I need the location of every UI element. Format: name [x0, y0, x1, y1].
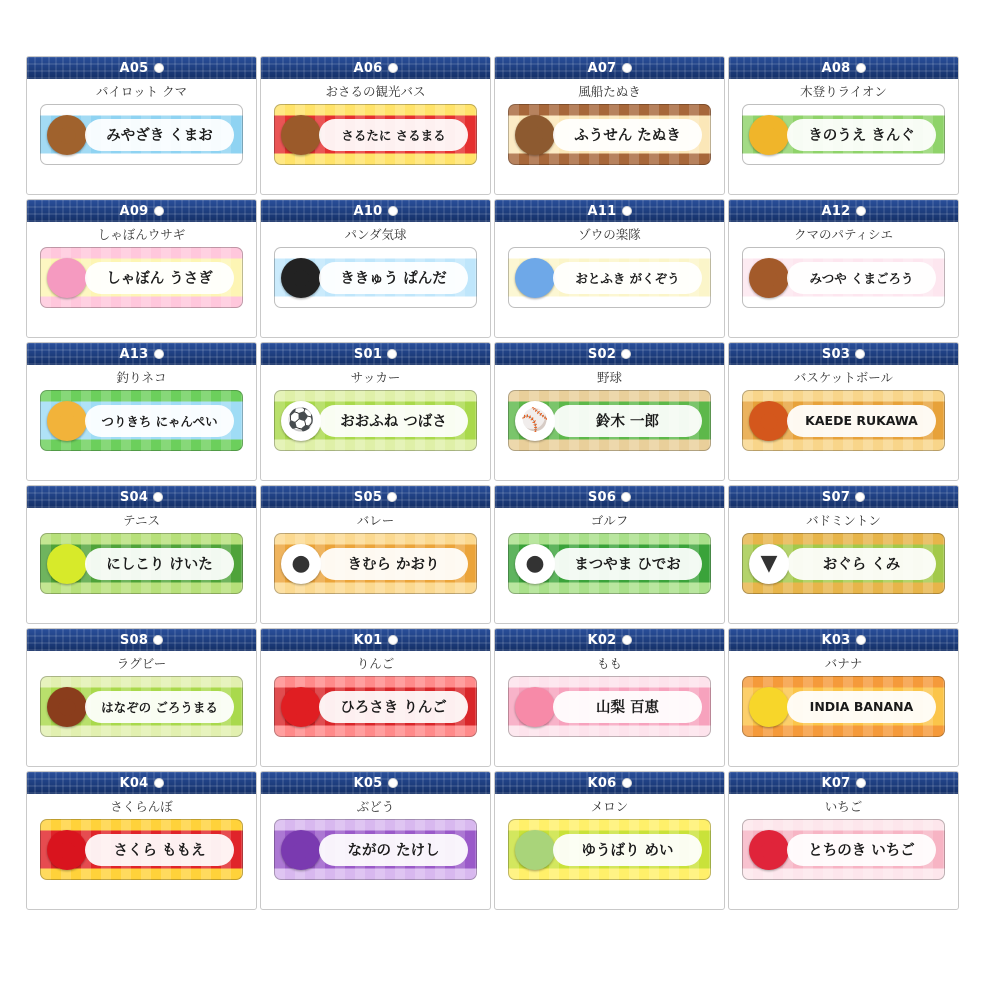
label-text-box	[787, 548, 936, 580]
radio-dot-icon[interactable]	[388, 63, 398, 73]
card-header	[261, 343, 490, 365]
label-text-box	[787, 262, 936, 294]
design-code: S04	[119, 489, 149, 505]
design-code: K02	[587, 632, 617, 648]
bear-chef-icon: ●	[749, 258, 789, 298]
card-header	[261, 200, 490, 222]
label-text-box	[319, 405, 468, 437]
design-name: バスケットボール	[793, 370, 894, 385]
design-code: K07	[821, 775, 851, 791]
label-name-text: にしこり けいた	[106, 557, 213, 573]
label-text-box	[85, 834, 234, 866]
design-name: テニス	[122, 513, 160, 528]
design-card-s05[interactable]	[260, 485, 491, 624]
design-code: A10	[353, 203, 383, 219]
card-header	[729, 200, 958, 222]
radio-dot-icon[interactable]	[154, 206, 164, 216]
radio-dot-icon[interactable]	[621, 349, 631, 359]
rugby-ball-icon: ●	[47, 687, 87, 727]
design-code: S08	[119, 632, 149, 648]
design-name: ぶどう	[356, 799, 395, 814]
card-header	[495, 343, 724, 365]
design-code: K05	[353, 775, 383, 791]
design-card-a08[interactable]	[728, 56, 959, 195]
label-name-text: INDIA BANANA	[809, 699, 914, 714]
label-name-text: ふうせん たぬき	[574, 128, 681, 144]
design-card-a07[interactable]	[494, 56, 725, 195]
design-code: A07	[587, 60, 617, 76]
card-header	[729, 57, 958, 79]
label-name-text: おおふね つばさ	[340, 414, 447, 430]
card-header	[729, 629, 958, 651]
lion-icon: ●	[749, 115, 789, 155]
radio-dot-icon[interactable]	[856, 63, 866, 73]
design-card-a12[interactable]	[728, 199, 959, 338]
design-name: さくらんぼ	[110, 799, 173, 814]
card-header	[729, 772, 958, 794]
design-code: A12	[821, 203, 851, 219]
label-name-text: きむら かおり	[347, 557, 440, 573]
name-label-preview	[274, 819, 477, 880]
design-code: K04	[119, 775, 149, 791]
label-name-text: ながの たけし	[347, 843, 440, 859]
label-name-text: ききゅう ぱんだ	[340, 271, 447, 287]
design-card-s08[interactable]	[26, 628, 257, 767]
name-label-preview	[742, 533, 945, 594]
design-code: S01	[353, 346, 383, 362]
label-name-text: KAEDE RUKAWA	[805, 413, 918, 428]
design-code: A13	[119, 346, 149, 362]
design-card-a13[interactable]	[26, 342, 257, 481]
card-header	[27, 343, 256, 365]
label-name-text: おとふき がくぞう	[575, 270, 680, 286]
radio-dot-icon[interactable]	[387, 349, 397, 359]
label-text-box	[553, 405, 702, 437]
radio-dot-icon[interactable]	[622, 206, 632, 216]
design-name: ゾウの楽隊	[578, 227, 641, 242]
label-text-box	[85, 405, 234, 437]
design-name: クマのパティシエ	[793, 227, 893, 242]
name-label-preview	[508, 247, 711, 308]
design-code: A11	[587, 203, 617, 219]
card-header	[495, 200, 724, 222]
design-code: K06	[587, 775, 617, 791]
name-label-preview	[40, 104, 243, 165]
name-label-preview	[274, 104, 477, 165]
label-text-box	[787, 834, 936, 866]
design-name: バナナ	[824, 656, 863, 671]
design-name: おさるの観光バス	[325, 84, 426, 99]
rabbit-icon: ●	[47, 258, 87, 298]
name-label-preview	[40, 247, 243, 308]
radio-dot-icon[interactable]	[388, 778, 398, 788]
design-card-s07[interactable]	[728, 485, 959, 624]
name-label-preview	[508, 104, 711, 165]
label-name-text: とちのき いちご	[808, 843, 915, 859]
name-label-preview	[508, 676, 711, 737]
label-text-box	[553, 119, 702, 151]
apple-icon: ●	[281, 687, 321, 727]
design-name: 釣りネコ	[116, 370, 167, 385]
label-text-box	[319, 834, 468, 866]
name-label-preview	[274, 676, 477, 737]
design-code: A08	[821, 60, 851, 76]
label-name-text: きのうえ きんぐ	[808, 128, 915, 144]
label-name-text: はなぞの ごろうまる	[101, 699, 218, 715]
design-code: K01	[353, 632, 383, 648]
label-name-text: さくら ももえ	[113, 843, 206, 859]
panda-icon: ●	[281, 258, 321, 298]
card-header	[261, 772, 490, 794]
label-name-text: ひろさき りんご	[340, 700, 447, 716]
peach-icon: ●	[515, 687, 555, 727]
label-name-text: しゃぼん うさぎ	[106, 271, 213, 287]
name-label-preview	[742, 819, 945, 880]
card-header	[27, 200, 256, 222]
label-text-box	[85, 691, 234, 723]
design-code: S03	[821, 346, 851, 362]
name-label-preview	[40, 390, 243, 451]
label-name-text: まつやま ひでお	[574, 557, 681, 573]
radio-dot-icon[interactable]	[621, 492, 631, 502]
card-header	[495, 629, 724, 651]
radio-dot-icon[interactable]	[855, 492, 865, 502]
design-code: A05	[119, 60, 149, 76]
label-text-box	[787, 691, 936, 723]
design-name: パイロット クマ	[95, 84, 188, 99]
design-card-k03[interactable]	[728, 628, 959, 767]
label-text-box	[319, 119, 468, 151]
soccer-ball-icon: ⚽	[281, 401, 321, 441]
radio-dot-icon[interactable]	[154, 778, 164, 788]
name-label-preview	[274, 247, 477, 308]
design-card-s01[interactable]	[260, 342, 491, 481]
card-header	[27, 629, 256, 651]
name-label-preview	[742, 247, 945, 308]
name-label-preview	[274, 533, 477, 594]
design-code: S06	[587, 489, 617, 505]
label-text-box	[787, 119, 936, 151]
label-text-box	[319, 548, 468, 580]
cherry-icon: ●	[47, 830, 87, 870]
label-name-text: 山梨 百恵	[595, 700, 660, 716]
design-code: S05	[353, 489, 383, 505]
design-name: 野球	[596, 370, 622, 385]
label-name-text: さるたに さるまる	[341, 127, 446, 143]
card-header	[729, 486, 958, 508]
label-text-box	[319, 691, 468, 723]
label-text-box	[787, 405, 936, 437]
card-header	[27, 486, 256, 508]
baseball-icon: ⚾	[515, 401, 555, 441]
tennis-ball-icon: ●	[47, 544, 87, 584]
design-card-k02[interactable]	[494, 628, 725, 767]
name-label-preview	[508, 390, 711, 451]
design-card-a05[interactable]	[26, 56, 257, 195]
cat-icon: ●	[47, 401, 87, 441]
design-card-a11[interactable]	[494, 199, 725, 338]
design-card-k01[interactable]	[260, 628, 491, 767]
design-name: 木登りライオン	[800, 84, 887, 99]
radio-dot-icon[interactable]	[856, 778, 866, 788]
name-label-preview	[274, 390, 477, 451]
label-text-box	[85, 119, 234, 151]
card-header	[27, 772, 256, 794]
design-name: バドミントン	[806, 513, 881, 528]
card-header	[27, 57, 256, 79]
radio-dot-icon[interactable]	[387, 492, 397, 502]
radio-dot-icon[interactable]	[856, 635, 866, 645]
card-header	[261, 629, 490, 651]
card-header	[495, 772, 724, 794]
design-name: 風船たぬき	[578, 84, 641, 99]
label-text-box	[319, 262, 468, 294]
label-name-text: 鈴木 一郎	[595, 414, 660, 430]
name-label-preview	[742, 390, 945, 451]
design-name: メロン	[590, 799, 629, 814]
label-text-box	[553, 548, 702, 580]
label-name-text: みつや くまごろう	[809, 270, 914, 286]
raccoon-dog-icon: ●	[515, 115, 555, 155]
card-header	[729, 343, 958, 365]
shuttlecock-icon: ▼	[749, 544, 789, 584]
golf-ball-icon: ●	[515, 544, 555, 584]
design-card-a09[interactable]	[26, 199, 257, 338]
label-text-box	[553, 262, 702, 294]
name-label-preview	[508, 819, 711, 880]
design-code: K03	[821, 632, 851, 648]
design-card-s02[interactable]	[494, 342, 725, 481]
design-code: A06	[353, 60, 383, 76]
elephant-icon: ●	[515, 258, 555, 298]
label-name-text: つりきち にゃんぺい	[101, 413, 218, 429]
design-code: A09	[119, 203, 149, 219]
monkey-icon: ●	[281, 115, 321, 155]
design-card-k06[interactable]	[494, 771, 725, 910]
card-header	[495, 57, 724, 79]
label-text-box	[553, 834, 702, 866]
label-text-box	[85, 548, 234, 580]
volleyball-icon: ●	[281, 544, 321, 584]
design-name: ゴルフ	[590, 513, 629, 528]
radio-dot-icon[interactable]	[153, 635, 163, 645]
radio-dot-icon[interactable]	[154, 349, 164, 359]
banana-icon: ●	[749, 687, 789, 727]
design-name: いちご	[824, 799, 863, 814]
design-card-k07[interactable]	[728, 771, 959, 910]
label-name-text: みやざき くまお	[106, 128, 213, 144]
melon-icon: ●	[515, 830, 555, 870]
design-name: ラグビー	[116, 656, 167, 671]
label-text-box	[85, 262, 234, 294]
card-header	[495, 486, 724, 508]
label-design-grid	[26, 56, 959, 910]
radio-dot-icon[interactable]	[622, 635, 632, 645]
design-card-a10[interactable]	[260, 199, 491, 338]
design-card-a06[interactable]	[260, 56, 491, 195]
radio-dot-icon[interactable]	[856, 206, 866, 216]
label-name-text: おぐら くみ	[822, 557, 901, 573]
design-code: S07	[821, 489, 851, 505]
name-label-preview	[742, 104, 945, 165]
radio-dot-icon[interactable]	[154, 63, 164, 73]
radio-dot-icon[interactable]	[622, 63, 632, 73]
label-text-box	[553, 691, 702, 723]
design-name: もも	[596, 656, 622, 671]
radio-dot-icon[interactable]	[855, 349, 865, 359]
card-header	[261, 57, 490, 79]
label-name-text: ゆうばり めい	[581, 843, 674, 859]
design-card-s04[interactable]	[26, 485, 257, 624]
design-name: りんご	[356, 656, 395, 671]
grape-icon: ●	[281, 830, 321, 870]
radio-dot-icon[interactable]	[153, 492, 163, 502]
design-card-s03[interactable]	[728, 342, 959, 481]
design-card-k05[interactable]	[260, 771, 491, 910]
radio-dot-icon[interactable]	[388, 206, 398, 216]
design-name: サッカー	[350, 370, 401, 385]
design-card-k04[interactable]	[26, 771, 257, 910]
name-label-preview	[40, 533, 243, 594]
radio-dot-icon[interactable]	[388, 635, 398, 645]
design-code: S02	[587, 346, 617, 362]
bear-icon: ●	[47, 115, 87, 155]
radio-dot-icon[interactable]	[622, 778, 632, 788]
strawberry-icon: ●	[749, 830, 789, 870]
name-label-preview	[508, 533, 711, 594]
basketball-icon: ●	[749, 401, 789, 441]
design-name: パンダ気球	[344, 227, 407, 242]
name-label-preview	[40, 819, 243, 880]
name-label-preview	[40, 676, 243, 737]
design-name: バレー	[356, 513, 395, 528]
name-label-preview	[742, 676, 945, 737]
design-card-s06[interactable]	[494, 485, 725, 624]
design-name: しゃぼんウサギ	[97, 227, 186, 242]
card-header	[261, 486, 490, 508]
